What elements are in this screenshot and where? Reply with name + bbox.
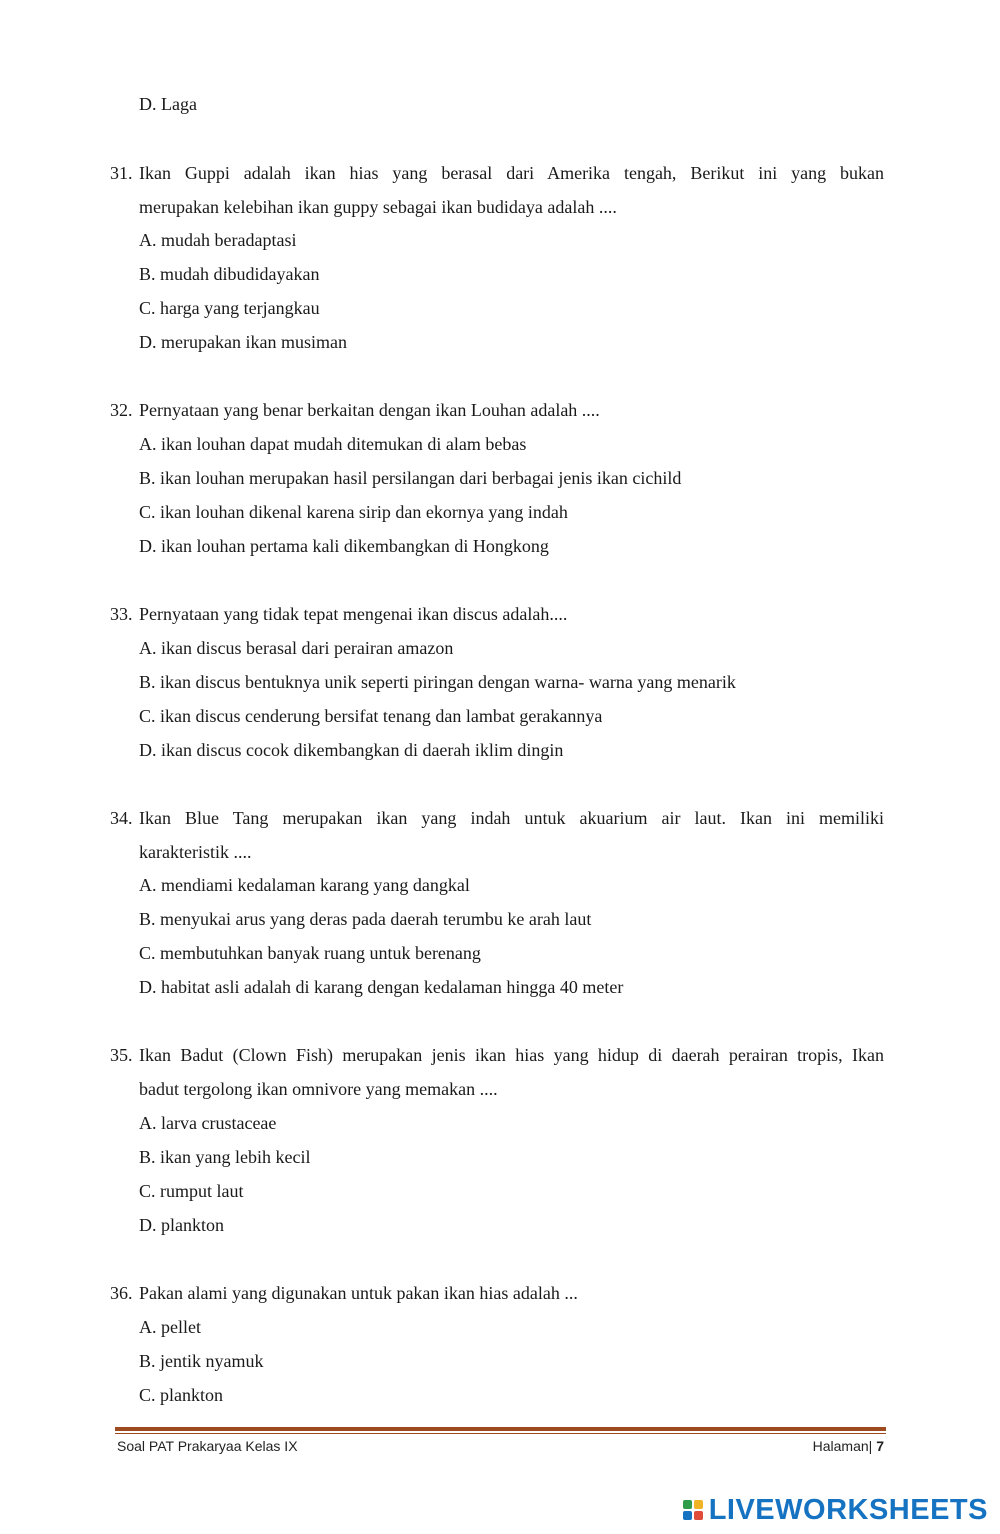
footer-divider-thin [115,1433,886,1434]
option-c[interactable]: C. ikan louhan dikenal karena sirip dan ekornya yang indah [139,502,568,522]
option-b[interactable]: B. ikan discus bentuknya unik seperti piringan dengan warna- warna yang menarik [139,672,736,692]
option-d[interactable]: D. ikan louhan pertama kali dikembangkan di Hongkong [139,536,549,556]
logo-square-icon [683,1511,692,1520]
question-text: Ikan Guppi adalah ikan hias yang berasal dari Amerika tengah, Berikut ini yang bukan [139,163,884,183]
question-text: Pernyataan yang tidak tepat mengenai ikan discus adalah.... [139,604,568,624]
question-text: Pakan alami yang digunakan untuk pakan ikan hias adalah ... [139,1283,578,1303]
option-a[interactable]: A. mendiami kedalaman karang yang dangkal [139,875,470,895]
question-number: 34. [110,808,133,828]
question-number: 31. [110,163,133,183]
question-text-cont: merupakan kelebihan ikan guppy sebagai ikan budidaya adalah .... [139,197,617,217]
question-number: 36. [110,1283,133,1303]
question-text: Pernyataan yang benar berkaitan dengan ikan Louhan adalah .... [139,400,600,420]
option-b[interactable]: B. ikan louhan merupakan hasil persilangan dari berbagai jenis ikan cichild [139,468,682,488]
option-d[interactable]: D. plankton [139,1215,224,1235]
option-d[interactable]: D. habitat asli adalah di karang dengan kedalaman hingga 40 meter [139,977,624,997]
option-c[interactable]: C. membutuhkan banyak ruang untuk berenang [139,943,481,963]
option-c[interactable]: C. harga yang terjangkau [139,298,320,318]
option-c[interactable]: C. ikan discus cenderung bersifat tenang dan lambat gerakannya [139,706,603,726]
liveworksheets-icon [683,1500,703,1520]
question-text: Ikan Badut (Clown Fish) merupakan jenis ikan hias yang hidup di daerah perairan tropis, Ikan [139,1045,884,1065]
option-a[interactable]: A. ikan discus berasal dari perairan amazon [139,638,454,658]
question-text-cont: badut tergolong ikan omnivore yang memakan .... [139,1079,498,1099]
option-d[interactable]: D. ikan discus cocok dikembangkan di daerah iklim dingin [139,740,564,760]
option-b[interactable]: B. mudah dibudidayakan [139,264,320,284]
option-a[interactable]: A. pellet [139,1317,201,1337]
footer-divider-thick [115,1427,886,1431]
option-b[interactable]: B. menyukai arus yang deras pada daerah terumbu ke arah laut [139,909,592,929]
prev-option-d: D. Laga [139,94,197,114]
footer-page-number: 7 [876,1438,884,1454]
logo-square-icon [694,1500,703,1509]
option-a[interactable]: A. mudah beradaptasi [139,230,297,250]
option-c[interactable]: C. plankton [139,1385,223,1405]
footer-page-label: Halaman| [812,1438,873,1454]
liveworksheets-wordmark: LIVEWORKSHEETS [708,1493,988,1526]
option-a[interactable]: A. ikan louhan dapat mudah ditemukan di alam bebas [139,434,527,454]
logo-square-icon [694,1511,703,1520]
option-b[interactable]: B. jentik nyamuk [139,1351,264,1371]
question-text: Ikan Blue Tang merupakan ikan yang indah untuk akuarium air laut. Ikan ini memiliki [139,808,884,828]
question-number: 33. [110,604,133,624]
option-d[interactable]: D. merupakan ikan musiman [139,332,347,352]
option-a[interactable]: A. larva crustaceae [139,1113,277,1133]
question-text-cont: karakteristik .... [139,842,252,862]
question-number: 32. [110,400,133,420]
footer-title: Soal PAT Prakaryaa Kelas IX [117,1438,298,1454]
footer-page-indicator [813,1437,884,1455]
option-b[interactable]: B. ikan yang lebih kecil [139,1147,311,1167]
logo-square-icon [683,1500,692,1509]
question-number: 35. [110,1045,133,1065]
option-c[interactable]: C. rumput laut [139,1181,244,1201]
liveworksheets-logo[interactable] [683,1493,988,1527]
